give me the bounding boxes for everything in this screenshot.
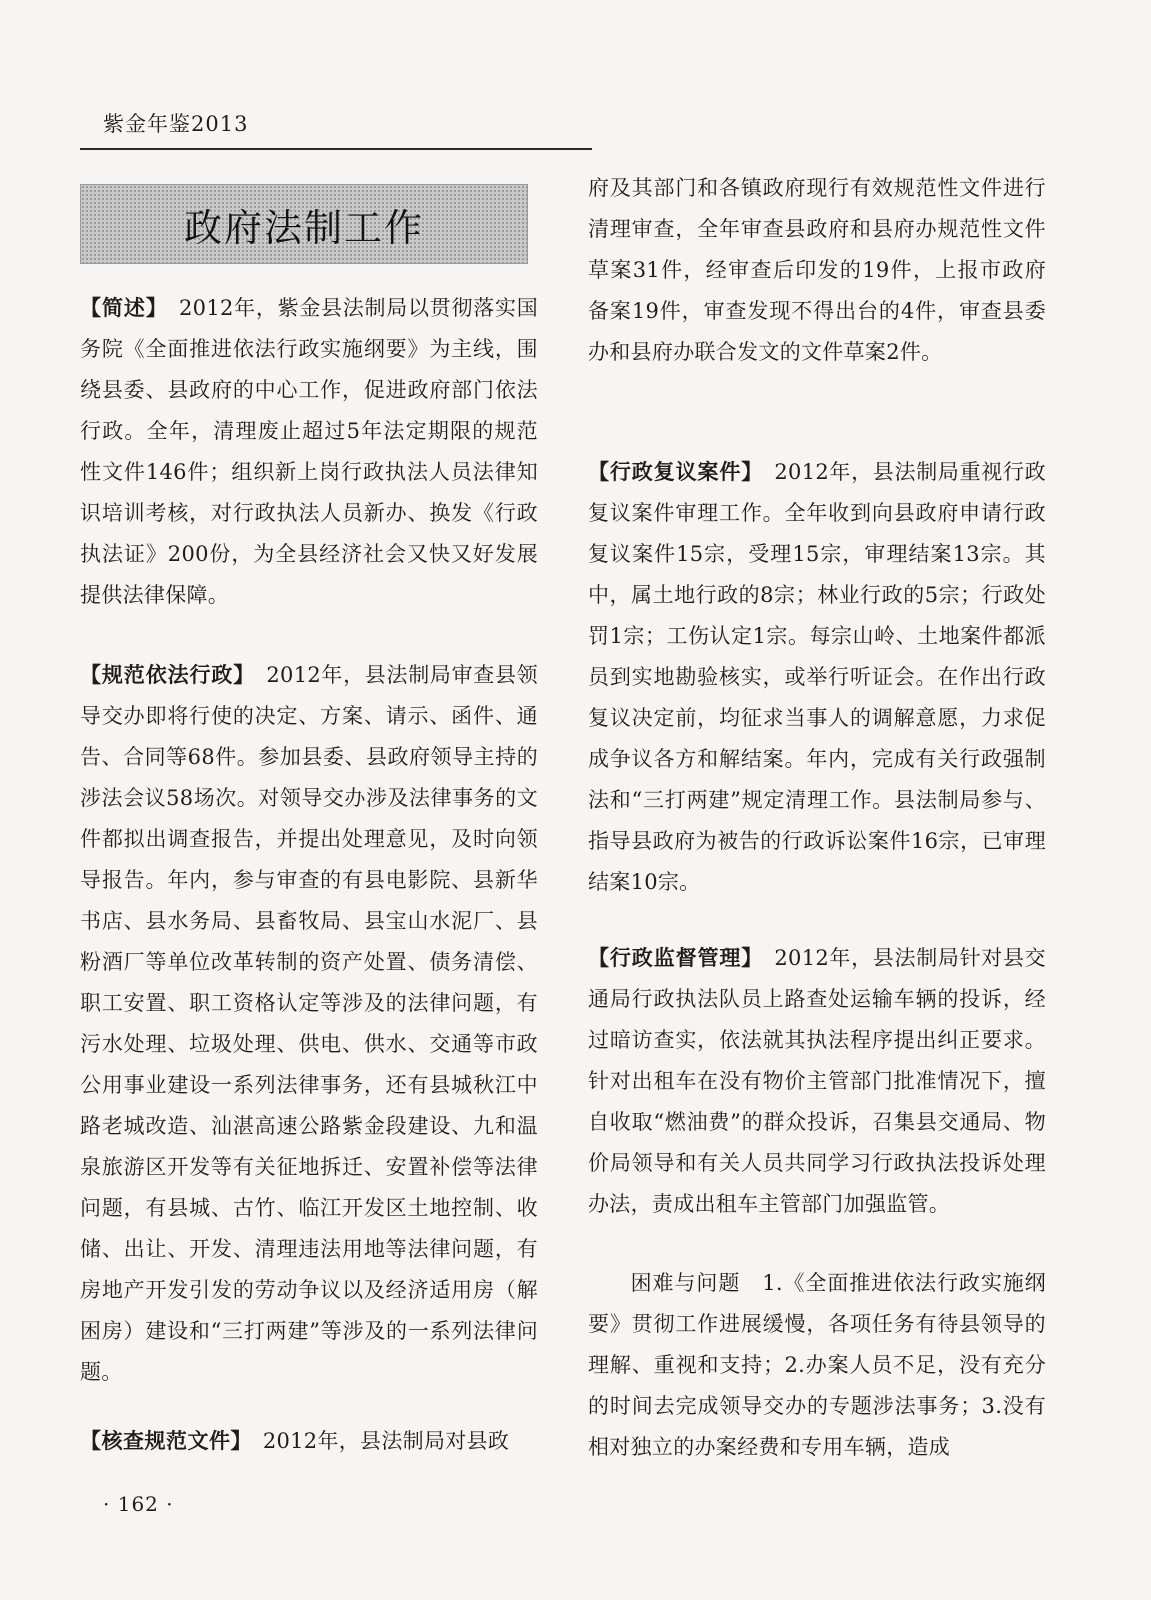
paragraph-difficulties: [588, 1263, 1046, 1468]
paragraph-text: 2012年，县法制局对县政: [262, 1429, 510, 1453]
paragraph-label: 【简述】: [80, 296, 158, 320]
paragraph-label: 【行政监督管理】: [588, 946, 753, 970]
paragraph-text: 2012年，县法制局针对县交通局行政执法队员上路查处运输车辆的投诉，经过暗访查实，依法就其执法程序提出纠正要求。针对出租车在没有物价主管部门批准情况下，擅自收取“燃油费”的群众投诉，召集县交通局、物价局领导和有关人员共同学习行政执法投诉处理办法，责成出租车主管部门加强监管。: [588, 946, 1046, 1216]
paragraph-lawful-administration: [80, 655, 538, 1393]
paragraph-document-review-cont: [588, 168, 1046, 373]
paragraph-document-review: [80, 1421, 538, 1462]
paragraph-label: 【行政复议案件】: [588, 460, 753, 484]
section-title: 政府法制工作: [183, 205, 424, 250]
paragraph-text: 2012年，县法制局重视行政复议案件审理工作。全年收到向县政府申请行政复议案件15宗，受理15宗，审理结案13宗。其中，属土地行政的8宗；林业行政的5宗；行政处罚1宗；工伤认定1宗。每宗山岭、土地案件都派员到实地勘验核实，或举行听证会。在作出行政复议决定前，均征求当事人的调解意愿，力求促成争议各方和解结案。年内，完成有关行政强制法和“三打两建”规定清理工作。县法制局参与、指导县政府为被告的行政诉讼案件16宗，已审理结案10宗。: [588, 460, 1046, 894]
running-header: 紫金年鉴2013: [103, 112, 249, 136]
paragraph-label: 【规范依法行政】: [80, 663, 245, 687]
paragraph-text: 府及其部门和各镇政府现行有效规范性文件进行清理审查，全年审查县政府和县府办规范性文件草案31件，经审查后印发的19件，上报市政府备案19件，审查发现不得出台的4件，审查县委办和县府办联合发文的文件草案2件。: [588, 176, 1046, 364]
page-number: · 162 ·: [103, 1492, 174, 1516]
paragraph-supervision: [588, 938, 1046, 1225]
header-rule: [80, 148, 592, 150]
paragraph-label: 【核查规范文件】: [80, 1429, 242, 1453]
section-title-box: [80, 184, 528, 264]
paragraph-overview: [80, 288, 538, 616]
paragraph-text: 2012年，县法制局审查县领导交办即将行使的决定、方案、请示、函件、通告、合同等68件。参加县委、县政府领导主持的涉法会议58场次。对领导交办涉及法律事务的文件都拟出调查报告，并提出处理意见，及时向领导报告。年内，参与审查的有县电影院、县新华书店、县水务局、县畜牧局、县宝山水泥厂、县粉酒厂等单位改革转制的资产处置、债务清偿、职工安置、职工资格认定等涉及的法律问题，有污水处理、垃圾处理、供电、供水、交通等市政公用事业建设一系列法律事务，还有县城秋江中路老城改造、汕湛高速公路紫金段建设、九和温泉旅游区开发等有关征地拆迁、安置补偿等法律问题，有县城、古竹、临江开发区土地控制、收储、出让、开发、清理违法用地等法律问题，有房地产开发引发的劳动争议以及经济适用房（解困房）建设和“三打两建”等涉及的一系列法律问题。: [80, 663, 538, 1384]
paragraph-text: 2012年，紫金县法制局以贯彻落实国务院《全面推进依法行政实施纲要》为主线，围绕县委、县政府的中心工作，促进政府部门依法行政。全年，清理废止超过5年法定期限的规范性文件146件；组织新上岗行政执法人员法律知识培训考核，对行政执法人员新办、换发《行政执法证》200份，为全县经济社会又快又好发展提供法律保障。: [80, 296, 539, 607]
paragraph-reconsideration-cases: [588, 452, 1046, 903]
paragraph-text: 困难与问题 1.《全面推进依法行政实施纲要》贯彻工作进展缓慢，各项任务有待县领导的理解、重视和支持；2.办案人员不足，没有充分的时间去完成领导交办的专题涉法事务；3.没有相对独立的办案经费和专用车辆，造成: [588, 1271, 1046, 1459]
